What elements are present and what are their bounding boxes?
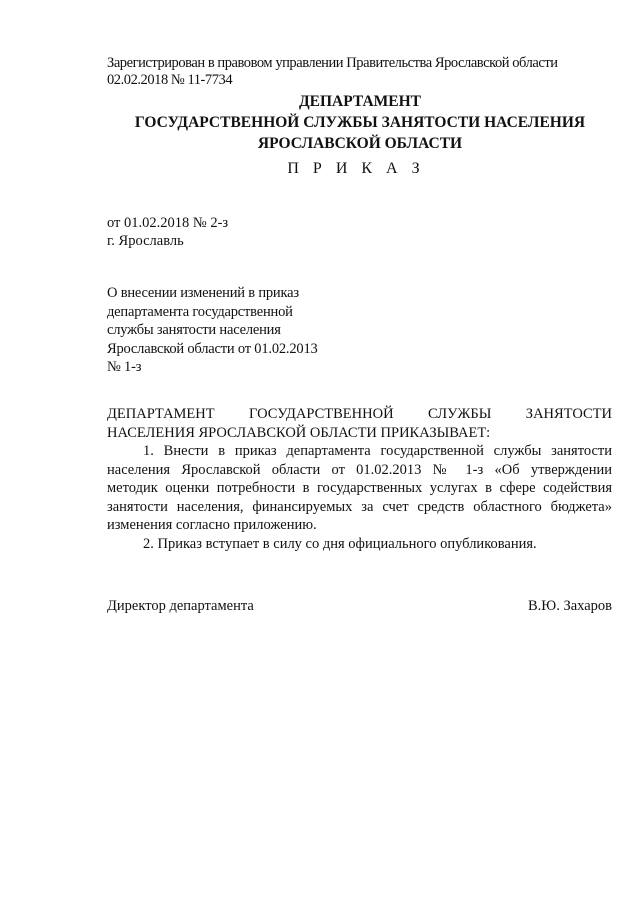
preamble-line: ДЕПАРТАМЕНТ ГОСУДАРСТВЕННОЙ СЛУЖБЫ ЗАНЯТОСТИ <box>107 406 612 422</box>
item1-line: изменения согласно приложению. <box>107 517 317 533</box>
order-body <box>107 405 612 553</box>
department-line: ГОСУДАРСТВЕННОЙ СЛУЖБЫ ЗАНЯТОСТИ НАСЕЛЕНИЯ <box>134 114 586 131</box>
order-city: г. Ярославль <box>107 233 184 249</box>
item1-line: населения Ярославской области от 01.02.2013 № 1-з «Об утверждении <box>107 461 612 478</box>
item1-line: методик оценки потребности в государственных услугах в сфере содействия <box>107 480 612 496</box>
item1-line: занятости населения, финансируемых за счет средств областного бюджета» <box>107 498 612 515</box>
subject-line: № 1-з <box>107 359 142 375</box>
subject-line: службы занятости населения <box>107 322 281 338</box>
preamble-line: НАСЕЛЕНИЯ ЯРОСЛАВСКОЙ ОБЛАСТИ ПРИКАЗЫВАЕТ: <box>107 424 491 441</box>
subject-line: Ярославской области от 01.02.2013 <box>107 340 318 357</box>
subject-line: О внесении изменений в приказ <box>107 285 299 301</box>
signatory-position: Директор департамента <box>107 598 254 614</box>
order-subject <box>107 284 318 377</box>
order-title: П Р И К А З <box>287 160 425 177</box>
item1-line: 1. Внести в приказ департамента государственной службы занятости <box>143 443 612 459</box>
registration-stamp <box>107 55 558 89</box>
department-line: ДЕПАРТАМЕНТ <box>298 93 422 110</box>
signatory-name: В.Ю. Захаров <box>528 598 612 614</box>
department-header <box>0 91 640 154</box>
item2-line: 2. Приказ вступает в силу со дня официального опубликования. <box>143 535 537 552</box>
order-date-number: от 01.02.2018 № 2-з <box>107 215 229 231</box>
registration-line: Зарегистрирован в правовом управлении Правительства Ярославской области <box>107 55 558 71</box>
subject-line: департамента государственной <box>107 303 293 320</box>
signature-block <box>107 598 612 615</box>
department-line: ЯРОСЛАВСКОЙ ОБЛАСТИ <box>257 135 463 152</box>
order-details <box>107 214 228 250</box>
registration-number: 02.02.2018 № 11-7734 <box>107 72 233 88</box>
